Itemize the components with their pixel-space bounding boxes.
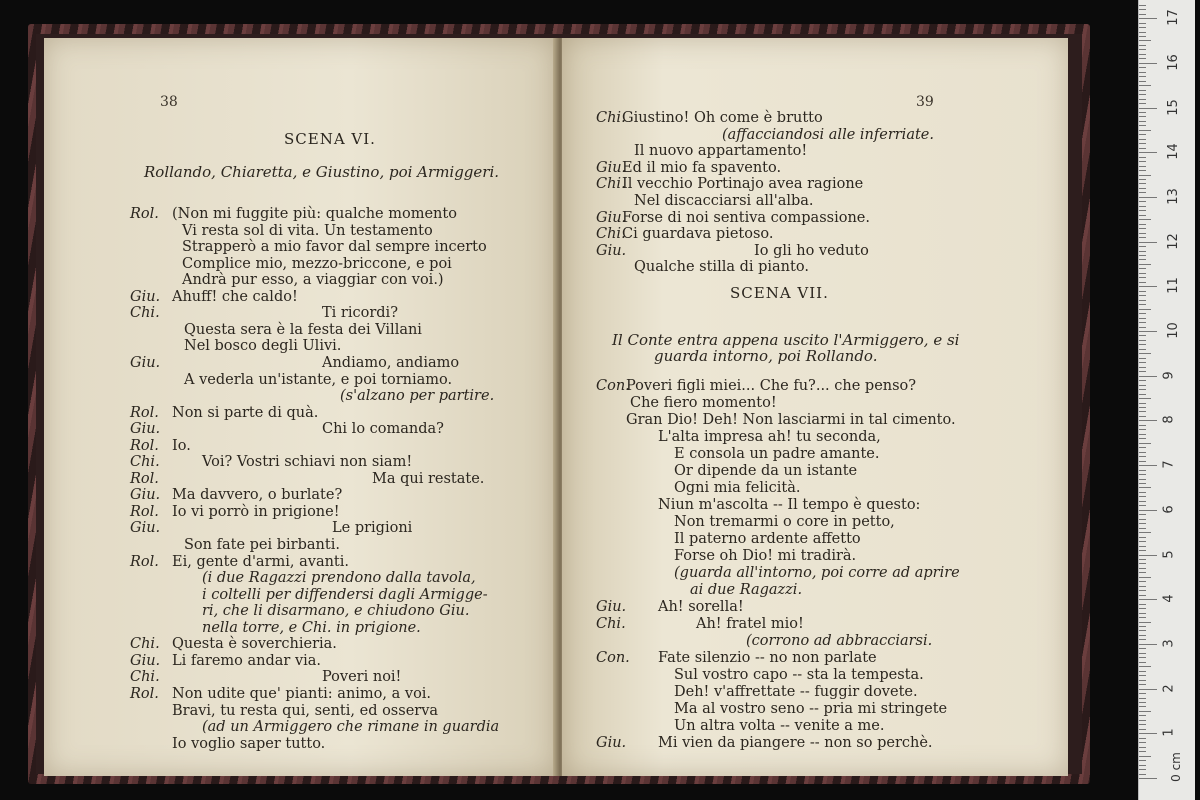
ruler-tick [1139, 201, 1146, 202]
ruler-tick [1139, 85, 1151, 86]
ruler-tick [1139, 130, 1151, 131]
ruler-tick [1139, 273, 1146, 274]
ruler-tick [1139, 380, 1146, 381]
ruler-tick [1139, 170, 1146, 171]
ruler-tick [1139, 344, 1146, 345]
ruler-tick [1139, 67, 1146, 68]
speaker-label: Giu. [130, 652, 161, 669]
speaker-label: Chi. [130, 636, 160, 653]
ruler-tick [1139, 36, 1146, 37]
ruler-tick [1139, 157, 1146, 158]
ruler-tick [1139, 715, 1146, 716]
ruler-tick [1139, 429, 1146, 430]
ruler-tick [1139, 112, 1146, 113]
ruler-tick [1139, 760, 1146, 761]
ruler-tick [1139, 528, 1146, 529]
verse-line: Giustino! Oh come è brutto [622, 110, 823, 126]
verse-line: Voi? Vostri schiavi non siam! [202, 454, 413, 471]
verse-line: Ed il mio fa spavento. [622, 159, 782, 176]
ruler-tick [1139, 706, 1146, 707]
ruler-tick [1139, 242, 1157, 243]
speaker-label: Rol. [130, 685, 159, 702]
ruler-number: 14 [1165, 143, 1181, 160]
verse-line: Son fate pei birbanti. [184, 537, 340, 553]
ruler-tick [1139, 420, 1157, 421]
ruler-tick [1139, 237, 1146, 238]
speaker-label: Giu. [596, 599, 627, 615]
ruler-tick [1139, 268, 1146, 269]
verse-line: Gran Dio! Deh! Non lasciarmi in tal cimento. [626, 412, 956, 428]
ruler-tick [1139, 353, 1151, 354]
ruler-tick [1139, 246, 1146, 247]
verse-line: Andiamo, andiamo [322, 354, 460, 371]
ruler-tick [1139, 675, 1146, 676]
ruler-tick [1139, 483, 1146, 484]
ruler-tick [1139, 572, 1146, 573]
ruler-number: 9 [1161, 371, 1177, 380]
ruler-tick [1139, 295, 1146, 296]
ruler-tick [1139, 152, 1157, 153]
ruler-tick [1139, 653, 1146, 654]
left-page [44, 38, 556, 776]
ruler-tick [1139, 161, 1146, 162]
ruler-tick [1139, 738, 1146, 739]
ruler-tick [1139, 32, 1146, 33]
ruler-tick [1139, 183, 1146, 184]
scene-title-right: SCENA VII. [730, 284, 829, 302]
ruler-tick [1139, 599, 1157, 600]
speaker-label: Chi. [596, 226, 626, 243]
ruler-tick [1139, 300, 1146, 301]
ruler-tick [1139, 121, 1146, 122]
ruler-tick [1139, 622, 1151, 623]
ruler-tick [1139, 563, 1146, 564]
verse-line: Qualche stilla di pianto. [634, 259, 809, 276]
ruler-tick [1139, 45, 1146, 46]
ruler-tick [1139, 398, 1151, 399]
ruler-number: 13 [1165, 188, 1181, 205]
ruler-tick [1139, 331, 1157, 332]
ruler-tick [1139, 595, 1146, 596]
verse-line: Un altra volta -- venite a me. [674, 718, 885, 734]
ruler-tick [1139, 751, 1146, 752]
ruler-tick [1139, 125, 1146, 126]
ruler-tick [1139, 233, 1146, 234]
verse-line: Non udite que' pianti: animo, a voi. [172, 685, 432, 702]
ruler-tick [1139, 733, 1157, 734]
ruler-tick [1139, 684, 1146, 685]
verse-line: Strapperò a mio favor dal sempre incerto [182, 239, 487, 256]
speaker-label: Giu. [596, 735, 627, 751]
ruler-tick [1139, 309, 1151, 310]
ruler-tick [1139, 371, 1146, 372]
verse-line: Ci guardava pietoso. [622, 226, 774, 243]
ruler-tick [1139, 586, 1146, 587]
verse-line: L'alta impresa ah! tu seconda, [658, 429, 881, 445]
ruler-number: 1 [1161, 728, 1177, 737]
speaker-label: Giu. [130, 288, 161, 305]
ruler-tick [1139, 5, 1146, 6]
ruler-tick [1139, 689, 1157, 690]
ruler-number: 6 [1161, 505, 1177, 514]
ruler-tick [1139, 416, 1146, 417]
verse-line: Poveri figli miei... Che fu?... che penso? [626, 378, 917, 394]
ruler-number: 11 [1165, 277, 1181, 295]
ruler-tick [1139, 662, 1146, 663]
verse-line: Ah! sorella! [658, 599, 744, 615]
verse-line: Li faremo andar via. [172, 652, 322, 669]
ruler-tick [1139, 116, 1146, 117]
speaker-label: Rol. [130, 437, 159, 454]
ruler-tick [1139, 447, 1146, 448]
ruler-tick [1139, 590, 1146, 591]
verse-line: Ogni mia felicità. [674, 480, 801, 496]
ruler-tick [1139, 411, 1146, 412]
characters-line-right-1: Il Conte entra appena uscito l'Armiggero, e si [612, 331, 960, 349]
verse-line: Le prigioni [332, 520, 413, 537]
ruler-tick [1139, 108, 1157, 109]
ruler-tick [1139, 304, 1146, 305]
verse-line: Niun m'ascolta -- Il tempo è questo: [658, 497, 921, 513]
ruler-tick [1139, 635, 1146, 636]
ruler-tick [1139, 510, 1157, 511]
scene-title-left: SCENA VI. [284, 130, 376, 148]
ruler-tick [1139, 657, 1146, 658]
ruler-tick [1139, 327, 1146, 328]
ruler-tick [1139, 143, 1146, 144]
ruler-tick [1139, 626, 1146, 627]
ruler-tick [1139, 443, 1151, 444]
ruler-tick [1139, 358, 1146, 359]
ruler-tick [1139, 27, 1146, 28]
ruler-tick [1139, 179, 1146, 180]
ruler-tick [1139, 197, 1157, 198]
ruler-tick [1139, 9, 1146, 10]
verse-line: Io gli ho veduto [754, 242, 869, 259]
ruler-tick [1139, 166, 1146, 167]
stage-direction: (ad un Armiggero che rimane in guardia [202, 719, 500, 736]
stage-direction: (i due Ragazzi prendono dalla tavola, [202, 570, 476, 587]
ruler-tick [1139, 72, 1146, 73]
ruler-tick [1139, 711, 1151, 712]
ruler-tick [1139, 362, 1146, 363]
ruler-tick [1139, 456, 1146, 457]
ruler-tick [1139, 259, 1146, 260]
right-page [562, 38, 1068, 776]
stage-direction: (affacciandosi alle inferriate. [722, 126, 934, 143]
stage-direction: (corrono ad abbracciarsi. [746, 633, 933, 649]
ruler-tick [1139, 434, 1146, 435]
speaker-label: Giu. [130, 421, 161, 438]
verse-line: Sul vostro capo -- sta la tempesta. [674, 667, 924, 683]
verse-line: Mi vien da piangere -- non so perchè. [658, 735, 933, 751]
ruler-tick [1139, 461, 1146, 462]
speaker-label: Chi. [596, 616, 626, 632]
verse-line: Poveri noi! [322, 669, 402, 686]
ruler-tick [1139, 568, 1146, 569]
ruler-tick [1139, 49, 1146, 50]
stage-direction: i coltelli per diffendersi dagli Armigge- [202, 586, 488, 603]
ruler-tick [1139, 58, 1146, 59]
ruler-tick [1139, 335, 1146, 336]
ruler-tick [1139, 367, 1146, 368]
stage-direction: ai due Ragazzi. [690, 582, 803, 598]
ruler-tick [1139, 505, 1146, 506]
ruler-tick [1139, 139, 1146, 140]
ruler-tick [1139, 99, 1146, 100]
ruler-tick [1139, 648, 1146, 649]
ruler-tick [1139, 604, 1146, 605]
speaker-label: Con. [596, 650, 630, 666]
verse-line: Fate silenzio -- no non parlate [658, 650, 877, 666]
ruler-tick [1139, 724, 1146, 725]
ruler-unit-label: 0 cm [1168, 752, 1183, 782]
verse-line: Ma davvero, o burlate? [172, 487, 343, 504]
ruler-tick [1139, 765, 1146, 766]
ruler-number: 3 [1161, 639, 1177, 648]
verse-line: Il vecchio Portinajo avea ragione [622, 176, 864, 193]
ruler-tick [1139, 644, 1157, 645]
speaker-label: Chi. [596, 176, 626, 193]
measuring-ruler [1138, 0, 1195, 800]
verse-line: Il paterno ardente affetto [674, 531, 861, 547]
verse-line: Io vi porrò in prigione! [172, 503, 340, 520]
ruler-number: 2 [1161, 683, 1177, 693]
ruler-number: 15 [1165, 98, 1181, 116]
ruler-tick [1139, 537, 1146, 538]
verse-line: Ei, gente d'armi, avanti. [172, 553, 350, 570]
verse-line: (Non mi fuggite più: qualche momento [172, 206, 457, 222]
ruler-tick [1139, 541, 1146, 542]
verse-line: Complice mio, mezzo-briccone, e poi [182, 255, 452, 272]
ruler-tick [1139, 470, 1146, 471]
ruler-tick [1139, 376, 1157, 377]
ruler-tick [1139, 219, 1151, 220]
ruler-tick [1139, 63, 1157, 64]
speaker-label: Giu. [130, 487, 161, 504]
ruler-tick [1139, 90, 1146, 91]
ruler-tick [1139, 778, 1157, 779]
ruler-tick [1139, 403, 1146, 404]
ruler-tick [1139, 680, 1146, 681]
ruler-tick [1139, 14, 1146, 15]
characters-line-right-2: guarda intorno, poi Rollando. [654, 347, 878, 365]
speaker-label: Chi. [130, 669, 160, 686]
verse-line: Deh! v'affrettate -- fuggir dovete. [674, 684, 918, 700]
ruler-tick [1139, 747, 1146, 748]
ruler-tick [1139, 54, 1146, 55]
ruler-tick [1139, 438, 1146, 439]
ruler-tick [1139, 452, 1146, 453]
ruler-number: 17 [1165, 9, 1181, 26]
ruler-tick [1139, 23, 1146, 24]
ruler-tick [1139, 693, 1146, 694]
speaker-label: Chi. [130, 305, 160, 322]
ruler-number: 4 [1161, 594, 1177, 603]
ruler-tick [1139, 519, 1146, 520]
ruler-tick [1139, 318, 1146, 319]
page-number-right: 39 [916, 94, 934, 110]
verse-line: Forse oh Dio! mi tradirà. [674, 548, 857, 564]
ruler-tick [1139, 255, 1146, 256]
verse-line: Io voglio saper tutto. [172, 735, 326, 752]
ruler-tick [1139, 94, 1146, 95]
verse-line: Ti ricordi? [322, 305, 398, 322]
ruler-number: 16 [1165, 54, 1181, 71]
verse-line: Vi resta sol di vita. Un testamento [182, 222, 433, 239]
ruler-tick [1139, 282, 1146, 283]
speaker-label: Chi. [130, 454, 160, 471]
verse-line: Ahuff! che caldo! [172, 288, 298, 305]
ruler-tick [1139, 577, 1151, 578]
ruler-tick [1139, 559, 1146, 560]
speaker-label: Rol. [130, 553, 159, 570]
ruler-number: 7 [1161, 460, 1177, 469]
verse-line: Questa sera è la festa dei Villani [184, 321, 422, 338]
speaker-label: Giu. [130, 520, 161, 537]
speaker-label: Rol. [130, 503, 159, 520]
verse-line: Or dipende da un istante [674, 463, 858, 479]
verse-line: Non tremarmi o core in petto, [674, 514, 895, 530]
ruler-tick [1139, 630, 1146, 631]
ruler-tick [1139, 729, 1146, 730]
ruler-tick [1139, 40, 1151, 41]
ruler-tick [1139, 76, 1146, 77]
speaker-label: Rol. [130, 470, 159, 487]
ruler-tick [1139, 313, 1146, 314]
ruler-tick [1139, 18, 1157, 19]
ruler-tick [1139, 349, 1146, 350]
speaker-label: Giu. [596, 159, 627, 176]
speaker-label: Rol. [130, 206, 159, 222]
speaker-label: Giu. [596, 242, 627, 259]
ruler-tick [1139, 608, 1146, 609]
ruler-tick [1139, 394, 1146, 395]
verse-line: Che fiero momento! [630, 395, 777, 411]
verse-line: Ah! fratel mio! [696, 616, 804, 632]
page-number-left: 38 [160, 94, 178, 110]
verse-line: Chi lo comanda? [322, 421, 444, 438]
ruler-tick [1139, 479, 1146, 480]
ruler-tick [1139, 639, 1146, 640]
stage-direction: (guarda all'intorno, poi corre ad aprire [674, 565, 960, 581]
ruler-tick [1139, 769, 1146, 770]
ruler-tick [1139, 322, 1146, 323]
ruler-tick [1139, 523, 1146, 524]
ruler-tick [1139, 501, 1146, 502]
ruler-tick [1139, 550, 1146, 551]
ruler-tick [1139, 492, 1146, 493]
ruler-tick [1139, 340, 1146, 341]
verse-line: Ma al vostro seno -- pria mi stringete [674, 701, 948, 717]
ruler-tick [1139, 581, 1146, 582]
ruler-tick [1139, 617, 1146, 618]
ruler-tick [1139, 532, 1151, 533]
ruler-tick [1139, 407, 1146, 408]
ruler-number: 12 [1165, 232, 1181, 250]
ruler-tick [1139, 474, 1146, 475]
ruler-tick [1139, 291, 1146, 292]
ruler-tick [1139, 134, 1146, 135]
verse-line: Bravi, tu resta qui, senti, ed osserva [172, 702, 439, 719]
ruler-tick [1139, 465, 1157, 466]
characters-line-left: Rollando, Chiaretta, e Giustino, poi Armiggeri. [144, 163, 500, 181]
ruler-tick [1139, 756, 1151, 757]
verse-line: Forse di noi sentiva compassione. [622, 209, 870, 226]
verse-line: Andrà pur esso, a viaggiar con voi.) [182, 272, 444, 289]
speaker-label: Giu. [130, 354, 161, 371]
ruler-tick [1139, 148, 1146, 149]
ruler-number: 10 [1165, 322, 1181, 339]
ruler-tick [1139, 546, 1146, 547]
stage-direction: (s'alzano per partire. [340, 388, 495, 405]
ruler-tick [1139, 192, 1146, 193]
ruler-tick [1139, 206, 1146, 207]
verse-line: Io. [172, 437, 191, 454]
ruler-tick [1139, 385, 1146, 386]
ruler-tick [1139, 251, 1146, 252]
ruler-number: 5 [1161, 549, 1177, 559]
ruler-tick [1139, 175, 1151, 176]
speaker-label: Chi. [596, 110, 626, 126]
verse-line: E consola un padre amante. [674, 446, 880, 462]
ruler-tick [1139, 277, 1146, 278]
verse-line: Non si parte di quà. [172, 404, 319, 421]
ruler-tick [1139, 215, 1146, 216]
ruler-tick [1139, 666, 1151, 667]
verse-line: Questa è soverchieria. [172, 636, 337, 653]
ruler-tick [1139, 671, 1146, 672]
ruler-tick [1139, 742, 1146, 743]
ruler-tick [1139, 210, 1146, 211]
speaker-label: Rol. [130, 404, 159, 421]
ruler-tick [1139, 702, 1146, 703]
speaker-label: Con. [596, 378, 630, 394]
ruler-tick [1139, 720, 1146, 721]
ruler-tick [1139, 487, 1151, 488]
verse-line: Nel discacciarsi all'alba. [634, 193, 814, 209]
verse-line: Ma qui restate. [372, 470, 485, 487]
speaker-label: Giu. [596, 209, 627, 226]
ruler-tick [1139, 425, 1146, 426]
ruler-tick [1139, 389, 1146, 390]
verse-line: Nel bosco degli Ulivi. [184, 338, 342, 355]
verse-line: A vederla un'istante, e poi torniamo. [184, 371, 453, 388]
ruler-tick [1139, 188, 1146, 189]
stage-direction: ri, che li disarmano, e chiudono Giu. [202, 603, 470, 620]
ruler-tick [1139, 264, 1151, 265]
ruler-tick [1139, 555, 1157, 556]
ruler-tick [1139, 224, 1146, 225]
ruler-tick [1139, 613, 1146, 614]
verse-line: Il nuovo appartamento! [634, 143, 808, 160]
ruler-number: 8 [1161, 415, 1177, 425]
ruler-tick [1139, 103, 1146, 104]
ruler-tick [1139, 774, 1146, 775]
ruler-tick [1139, 286, 1157, 287]
ruler-tick [1139, 698, 1146, 699]
ruler-tick [1139, 514, 1146, 515]
stage-direction: nella torre, e Chi. in prigione. [202, 619, 421, 636]
ruler-tick [1139, 81, 1146, 82]
ruler-tick [1139, 228, 1146, 229]
ruler-tick [1139, 496, 1146, 497]
